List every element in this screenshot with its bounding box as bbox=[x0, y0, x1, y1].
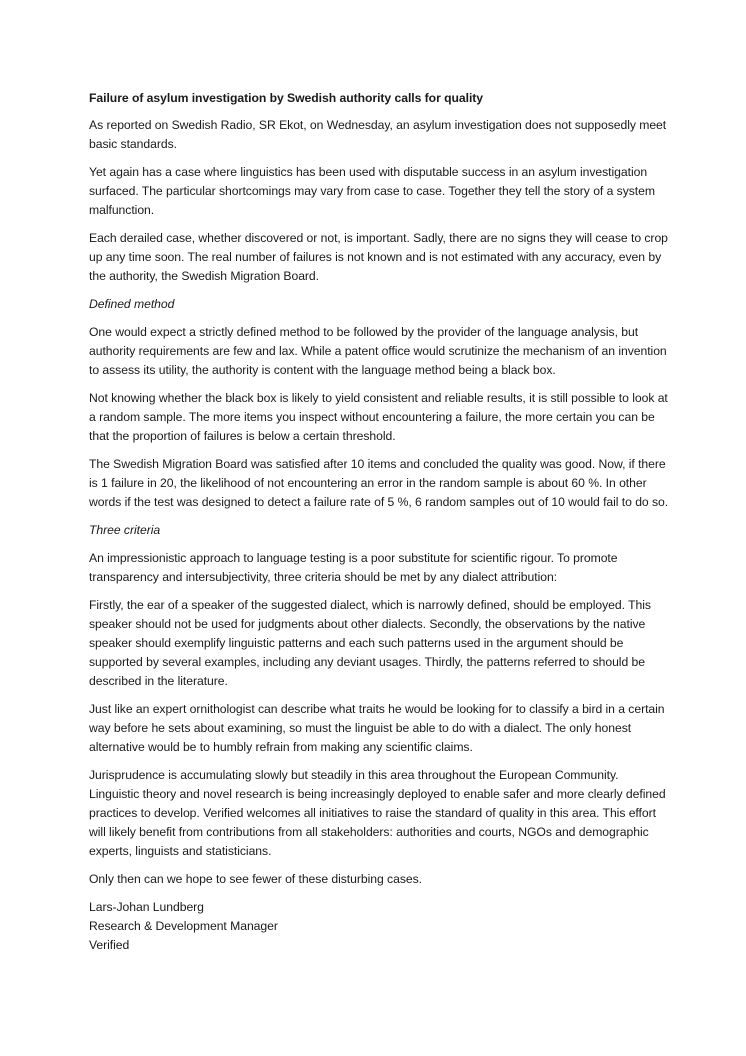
paragraph-intro: As reported on Swedish Radio, SR Ekot, on Wednesday, an asylum investigation does not supposedly meet basic standards. bbox=[89, 118, 667, 151]
section-heading-three-criteria: Three criteria bbox=[89, 523, 161, 537]
paragraph-derailed: Each derailed case, whether discovered or not, is important. Sadly, there are no signs they will cease to crop up any time soon. The real number of failures is not known and is not estimated with any accuracy, even by the authority, the Swedish Migration Board. bbox=[89, 231, 668, 283]
paragraph-criteria: Firstly, the ear of a speaker of the suggested dialect, which is narrowly defined, should be employed. This speaker should not be used for judgments about other dialects. Secondly, the observations by the native speaker should exemplify linguistic patterns and each such patterns used in the argument should be supported by several examples, including any deviant usages. Thirdly, the patterns referred to should be described in the literature. bbox=[89, 598, 651, 688]
paragraph-case: Yet again has a case where linguistics has been used with disputable success in an asylum investigation surfaced. The particular shortcomings may vary from case to case. Together they tell the story of a system malfunction. bbox=[89, 165, 655, 217]
document-page bbox=[89, 89, 669, 955]
paragraph-black-box: Not knowing whether the black box is likely to yield consistent and reliable results, it is still possible to look at a random sample. The more items you inspect without encountering a failure, the more certain you can be that the proportion of failures is below a certain threshold. bbox=[89, 391, 668, 443]
signature-org: Verified bbox=[89, 938, 130, 952]
document-title: Failure of asylum investigation by Swedish authority calls for quality bbox=[89, 91, 484, 105]
paragraph-jurisprudence: Jurisprudence is accumulating slowly but steadily in this area throughout the European Community. Linguistic theory and novel research is being increasingly deployed to enable safer and more clearly defined practices to develop. Verified welcomes all initiatives to raise the standard of quality in this area. This effort will likely benefit from contributions from all stakeholders: authorities and courts, NGOs and demographic experts, linguists and statisticians. bbox=[89, 768, 666, 858]
paragraph-sample: The Swedish Migration Board was satisfied after 10 items and concluded the quality was good. Now, if there is 1 failure in 20, the likelihood of not encountering an error in the random sample is about 60 %. In other words if the test was designed to detect a failure rate of 5 %, 6 random samples out of 10 would fail to do so. bbox=[89, 457, 669, 509]
signature-role: Research & Development Manager bbox=[89, 919, 278, 933]
paragraph-closing: Only then can we hope to see fewer of these disturbing cases. bbox=[89, 872, 422, 886]
paragraph-method: One would expect a strictly defined method to be followed by the provider of the language analysis, but authority requirements are few and lax. While a patent office would scrutinize the mechanism of an invention to assess its utility, the authority is content with the language method being a black box. bbox=[89, 325, 667, 377]
signature-block bbox=[89, 898, 669, 955]
signature-name: Lars-Johan Lundberg bbox=[89, 900, 204, 914]
paragraph-criteria-intro: An impressionistic approach to language testing is a poor substitute for scientific rigour. To promote transparency and intersubjectivity, three criteria should be met by any dialect attribution: bbox=[89, 551, 618, 584]
paragraph-ornithologist: Just like an expert ornithologist can describe what traits he would be looking for to classify a bird in a certain way before he sets about examining, so must the linguist be able to do with a dialect. The only honest alternative would be to humbly refrain from making any scientific claims. bbox=[89, 702, 665, 754]
section-heading-defined-method: Defined method bbox=[89, 297, 175, 311]
